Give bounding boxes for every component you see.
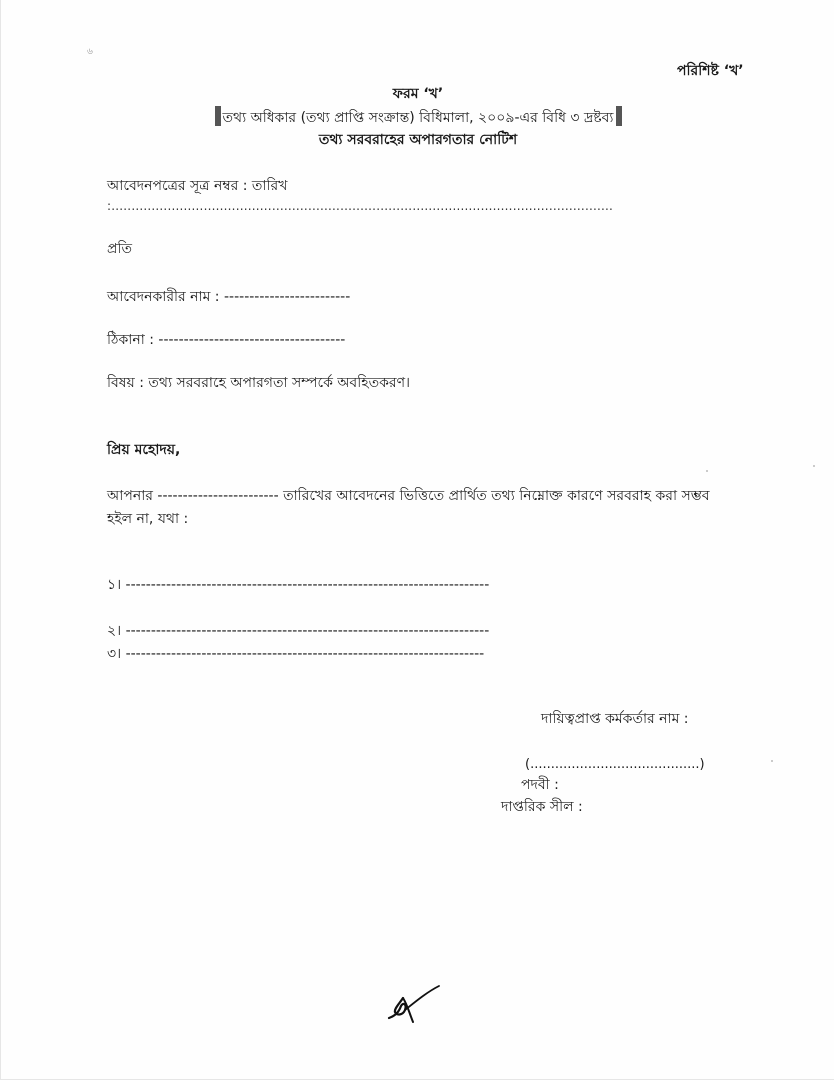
reason-blank: ------------------------------------------------------------------------ xyxy=(125,623,490,639)
rule-reference-text: তথ্য অধিকার (তথ্য প্রাপ্তি সংক্রান্ত) বিধিমালা, ২০০৯-এর বিধি ৩ দ্রষ্টব্য xyxy=(222,110,614,126)
scan-speck xyxy=(771,760,773,762)
reason-number: ১। xyxy=(107,577,122,593)
rule-reference xyxy=(1,106,834,130)
reason-number: ২। xyxy=(107,623,122,639)
page-corner-mark: ৬ xyxy=(87,47,93,57)
address-blank: ------------------------------------- xyxy=(158,332,346,348)
scan-speck xyxy=(813,465,815,467)
body-prefix: আপনার xyxy=(107,488,153,504)
signature-icon xyxy=(385,982,445,1026)
reason-item xyxy=(107,645,484,663)
reason-item xyxy=(107,622,489,640)
body-text-1: তারিখের আবেদনের ভিত্তিতে প্রার্থিত তথ্য নিম্নোক্ত কারণে সরবরাহ করা সম্ভব xyxy=(283,488,710,504)
application-ref-blank: :............................................................................................................................. xyxy=(107,199,614,213)
applicant-name-label: আবেদনকারীর নাম : xyxy=(107,289,220,305)
body-line-2: হইল না, যথা : xyxy=(107,511,189,527)
notice-title: তথ্য সরবরাহের অপারগতার নোটিশ xyxy=(318,132,518,148)
applicant-name-row xyxy=(107,288,350,306)
reason-number: ৩। xyxy=(107,646,122,662)
address-row xyxy=(107,331,345,349)
officer-name-label: দায়িত্বপ্রাপ্ত কর্মকর্তার নাম : xyxy=(541,711,689,727)
official-seal-label: দাপ্তরিক সীল : xyxy=(501,799,583,815)
scan-speck xyxy=(706,470,708,472)
address-label: ঠিকানা : xyxy=(107,332,154,348)
salutation: প্রিয় মহোদয়, xyxy=(107,442,181,458)
reason-item xyxy=(107,576,489,594)
appendix-label: পরিশিষ্ট ‘খ’ xyxy=(677,63,744,79)
body-line-1 xyxy=(107,487,710,505)
form-title: ফরম ‘খ’ xyxy=(392,86,444,102)
to-label: প্রতি xyxy=(107,241,132,257)
officer-name-blank: (.........................................) xyxy=(525,757,705,772)
reason-blank: ------------------------------------------------------------------------ xyxy=(125,577,490,593)
body-date-blank: ------------------------ xyxy=(157,488,279,504)
bracket-left-mark xyxy=(215,106,221,126)
designation-label: পদবী : xyxy=(521,777,559,793)
subject-line: বিষয় : তথ্য সরবরাহে অপারগতা সম্পর্কে অবহিতকরণ। xyxy=(107,375,411,391)
bracket-right-mark xyxy=(616,106,622,126)
application-ref-label: আবেদনপত্রের সূত্র নম্বর : তারিখ xyxy=(107,178,288,194)
reason-blank: ----------------------------------------------------------------------- xyxy=(125,646,485,662)
applicant-name-blank: ------------------------- xyxy=(223,289,351,305)
